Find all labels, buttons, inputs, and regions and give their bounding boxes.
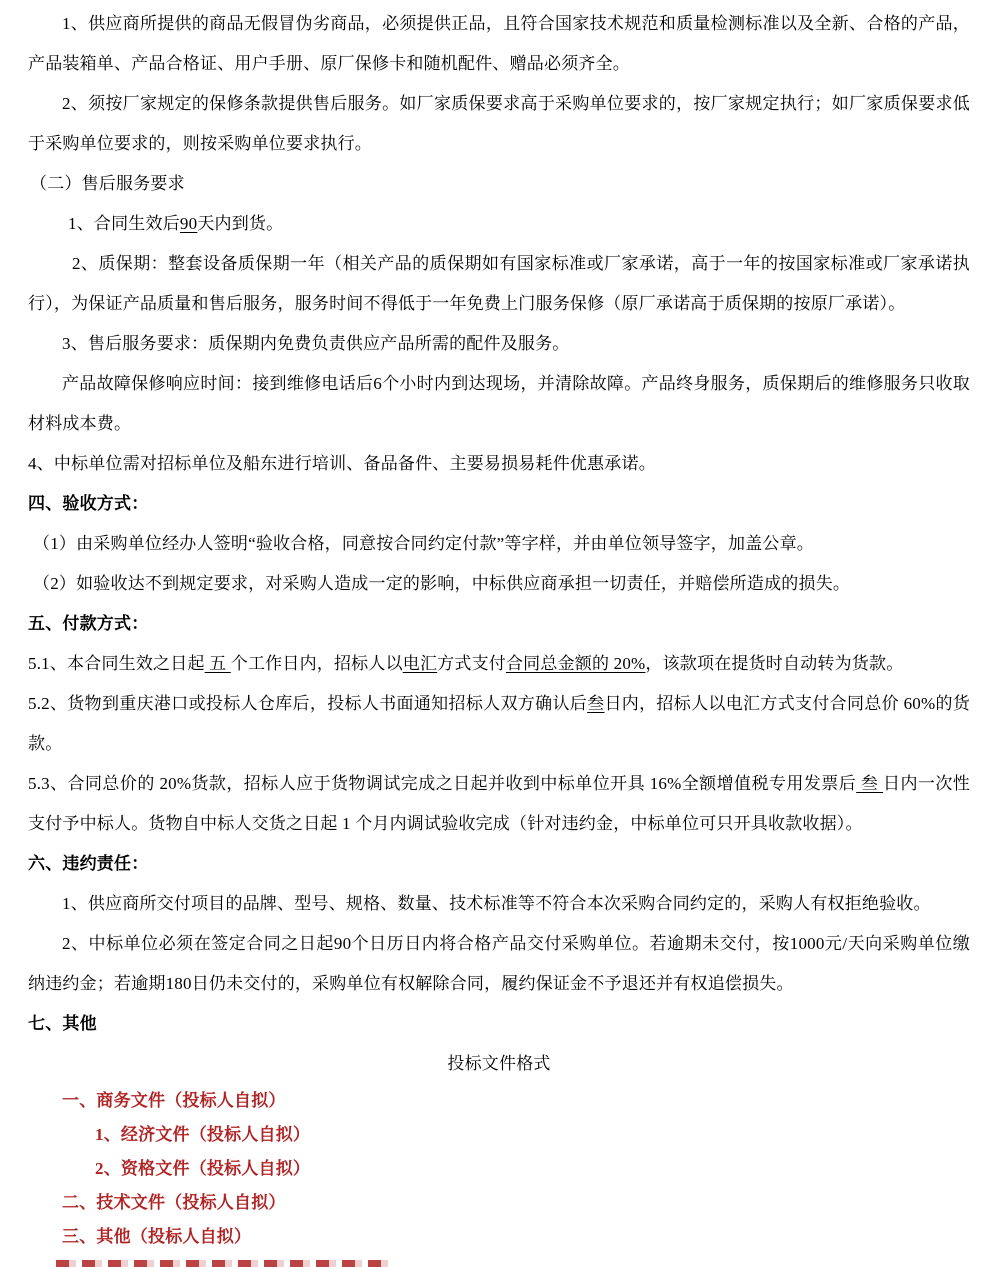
text-run: （二）售后服务要求: [30, 174, 185, 193]
paragraph: [28, 84, 970, 164]
text-run: 三、其他（投标人自拟）: [62, 1227, 252, 1246]
text-run: 1、合同生效后: [68, 214, 180, 233]
underlined-text: 电汇: [402, 654, 438, 673]
red-item: [28, 1220, 970, 1254]
text-run: 六、违约责任：: [28, 854, 149, 873]
paragraph: [28, 4, 970, 84]
paragraph: [28, 444, 970, 484]
paragraph: [28, 244, 970, 324]
text-run: 方式支付: [437, 654, 506, 673]
text-run: 日内一次性支付予中标人。货物自中标人交货之日起 1 个月内调试验收完成（针对违约金，中标单位可只开具收款收据）。: [28, 774, 971, 833]
text-run: 产品故障保修响应时间：接到维修电话后6个小时内到达现场，并清除故障。产品终身服务，质保期后的维修服务只收取材料成本费。: [28, 374, 970, 433]
text-run: 2、质保期：整套设备质保期一年（相关产品的质保期如有国家标准或厂家承诺，高于一年的按国家标准或厂家承诺执行），为保证产品质量和售后服务，服务时间不得低于一年免费上门服务保修（原厂承诺高于质保期的按原厂承诺）。: [28, 254, 970, 313]
section-heading: [28, 484, 970, 524]
text-run: ，该款项在提货时自动转为货款。: [645, 654, 904, 673]
text-run: 1、供应商所交付项目的品牌、型号、规格、数量、技术标准等不符合本次采购合同约定的，采购人有权拒绝验收。: [62, 894, 931, 913]
text-run: （1）由采购单位经办人签明“验收合格，同意按合同约定付款”等字样，并由单位领导签字，加盖公章。: [33, 534, 814, 553]
paragraph: [28, 204, 970, 244]
red-item: [28, 1084, 970, 1118]
section-heading: [28, 844, 970, 884]
paragraph: [28, 364, 970, 444]
text-run: 投标文件格式: [447, 1054, 551, 1073]
text-run: 1、经济文件（投标人自拟）: [95, 1125, 311, 1144]
cropped-red-line: [56, 1260, 394, 1267]
text-run: 2、资格文件（投标人自拟）: [95, 1159, 311, 1178]
text-run: 5.1、本合同生效之日起: [28, 654, 205, 673]
underlined-text: 五: [204, 654, 231, 673]
paragraph: [28, 324, 970, 364]
paragraph: [28, 884, 970, 924]
red-subitem: [28, 1118, 970, 1152]
text-run: 5.3、合同总价的 20%货款，招标人应于货物调试完成之日起并收到中标单位开具 16%全额增值税专用发票后: [28, 774, 857, 793]
text-run: 日内，招标人以电汇方式支付合同总价 60%的货款。: [28, 694, 970, 753]
underlined-text: 合同总金额的 20%: [505, 654, 646, 673]
text-run: 二、技术文件（投标人自拟）: [62, 1193, 286, 1212]
paragraph: [28, 564, 970, 604]
paragraph: [28, 684, 970, 764]
paragraph: [28, 764, 970, 844]
paragraph: [28, 644, 970, 684]
underlined-text: 叁: [856, 774, 884, 793]
paragraph: [28, 524, 970, 564]
red-item: [28, 1186, 970, 1220]
red-subitem: [28, 1152, 970, 1186]
section-heading: [28, 604, 970, 644]
text-run: 2、中标单位必须在签定合同之日起90个日历日内将合格产品交付采购单位。若逾期未交付，按1000元/天向采购单位缴纳违约金；若逾期180日仍未交付的，采购单位有权解除合同，履约保证金不予退还并有权追偿损失。: [28, 934, 970, 993]
paragraph: [28, 164, 970, 204]
text-run: 4、中标单位需对招标单位及船东进行培训、备品备件、主要易损易耗件优惠承诺。: [28, 454, 656, 473]
text-run: 1、供应商所提供的商品无假冒伪劣商品，必须提供正品，且符合国家技术规范和质量检测标准以及全新、合格的产品，产品装箱单、产品合格证、用户手册、原厂保修卡和随机配件、赠品必须齐全。: [28, 14, 970, 73]
underlined-text: 叁: [587, 694, 605, 713]
text-run: 个工作日内，招标人以: [230, 654, 403, 673]
text-run: 天内到货。: [197, 214, 284, 233]
text-run: 3、售后服务要求：质保期内免费负责供应产品所需的配件及服务。: [62, 334, 570, 353]
section-heading: [28, 1004, 970, 1044]
text-run: 5.2、货物到重庆港口或投标人仓库后，投标人书面通知招标人双方确认后: [28, 694, 588, 713]
text-run: 四、验收方式：: [28, 494, 149, 513]
paragraph: [28, 924, 970, 1004]
text-run: 一、商务文件（投标人自拟）: [62, 1091, 286, 1110]
centered-title: [28, 1044, 970, 1084]
text-run: 七、其他: [28, 1014, 97, 1033]
underlined-text: 90: [179, 214, 198, 233]
text-run: 2、须按厂家规定的保修条款提供售后服务。如厂家质保要求高于采购单位要求的，按厂家规定执行；如厂家质保要求低于采购单位要求的，则按采购单位要求执行。: [28, 94, 970, 153]
text-run: 五、付款方式：: [28, 614, 149, 633]
text-run: （2）如验收达不到规定要求，对采购人造成一定的影响，中标供应商承担一切责任，并赔偿所造成的损失。: [33, 574, 851, 593]
